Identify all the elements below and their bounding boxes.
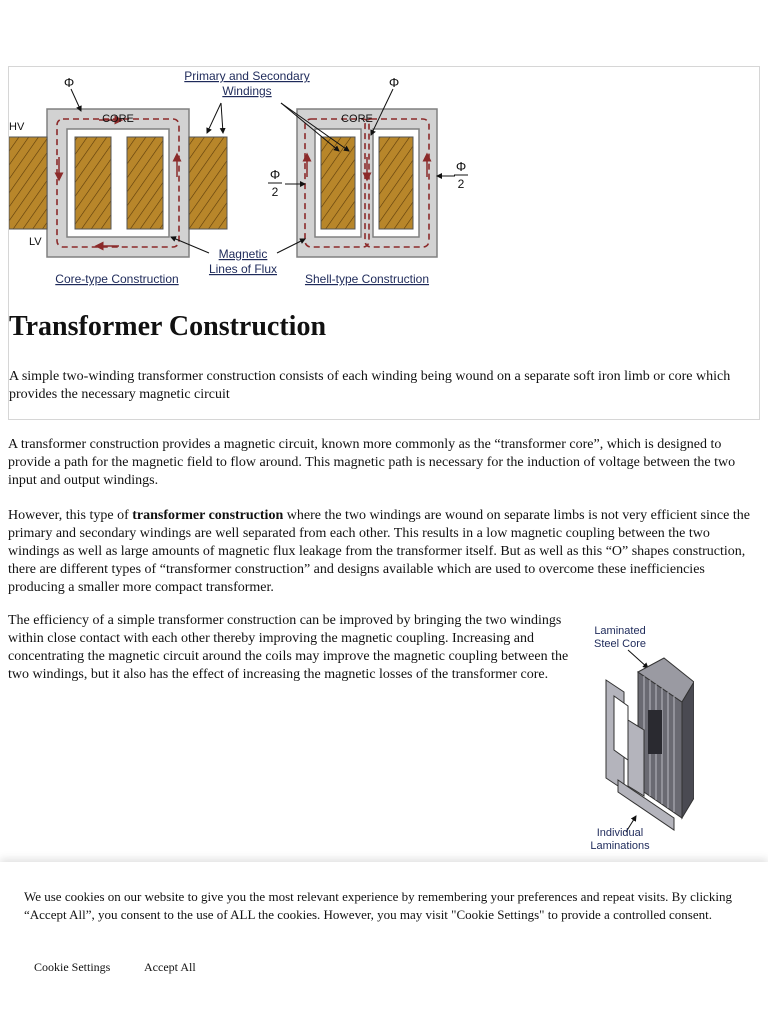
half-phi-right-den: 2 <box>457 177 465 191</box>
hv-winding <box>9 137 47 229</box>
article-paragraph-2 <box>8 507 760 597</box>
cookie-message: We use cookies on our website to give you the most relevant experience by remembering your preferences and repeat visits. By clicking “Accept All”, you consent to the use of ALL the cookies. However, you may visit "Cookie Settings" to provide a controlled consent. <box>24 889 732 922</box>
lamination-label-line2: Laminations <box>590 840 650 852</box>
hv-label: HV <box>9 121 25 133</box>
shell-type-caption: Shell-type Construction <box>304 272 430 286</box>
phi-label-left: Φ <box>63 75 75 90</box>
accept-all-button[interactable]: Accept All <box>144 960 196 974</box>
laminated-label-line1: Laminated <box>594 625 646 637</box>
paragraph-2-lead: However, this type of <box>8 508 133 523</box>
article-paragraph-3: The efficiency of a simple transformer construction can be improved by bringing the two windings within close contact with each other thereby improving the magnetic coupling. Increasing and concentrating the magnetic circuit around the coils may improve the magnetic coupling between the two windings, but it also has the effect of increasing the magnetic losses of the transformer core. <box>8 613 569 682</box>
shell-type-diagram <box>297 109 437 257</box>
cookie-settings-button[interactable]: Cookie Settings <box>34 960 111 974</box>
lv-label: LV <box>29 236 42 248</box>
article-paragraph-1: A transformer construction provides a magnetic circuit, known more commonly as the “transformer core”, which is designed to provide a path for the magnetic field to flow around. This magnetic path is necessary for the induction of voltage between the two input and output windings. <box>8 437 736 488</box>
core-type-diagram <box>9 109 227 257</box>
primary-winding <box>75 137 111 229</box>
transformer-diagram <box>9 67 759 307</box>
lv-winding <box>189 137 227 229</box>
core-type-caption: Core-type Construction <box>55 272 179 286</box>
laminated-core-block <box>638 658 694 818</box>
phi-label-right: Φ <box>388 75 400 90</box>
flux-label-line2: Lines of Flux <box>208 262 278 276</box>
windings-label-line2: Windings <box>222 84 272 98</box>
laminated-core-figure <box>584 620 694 856</box>
core-label-right: CORE <box>341 113 373 125</box>
figure-container <box>8 66 760 420</box>
windings-label-line1: Primary and Secondary <box>184 69 310 83</box>
flux-label-line1: Magnetic <box>218 247 268 261</box>
laminated-label-line2: Steel Core <box>594 638 646 650</box>
core-label-left: CORE <box>102 113 134 125</box>
half-phi-left-den: 2 <box>271 185 279 199</box>
secondary-winding <box>127 137 163 229</box>
figure-title: Transformer Construction <box>9 311 327 342</box>
cookie-banner <box>0 862 768 1024</box>
lamination-label-line1: Individual <box>596 827 644 839</box>
figure-caption: A simple two-winding transformer construction consists of each winding being wound on a separate soft iron limb or core which provides the necessary magnetic circuit <box>9 369 731 402</box>
paragraph-2-bold-term: transformer construction <box>132 508 284 523</box>
half-phi-right-num: Φ <box>455 159 467 174</box>
half-phi-left-num: Φ <box>269 167 281 182</box>
paragraph-2-rest: where the two windings are wound on separate limbs is not very efficient since the primary and secondary windings are well separated from each other. This results in a low magnetic coupling between the two windings as well as large amounts of magnetic flux leakage from the transformer itself. But as well as this “O” shapes construction, there are different types of “transformer construction” and designs available which are used to overcome these inefficiencies producing a smaller more compact transformer. <box>8 508 750 595</box>
